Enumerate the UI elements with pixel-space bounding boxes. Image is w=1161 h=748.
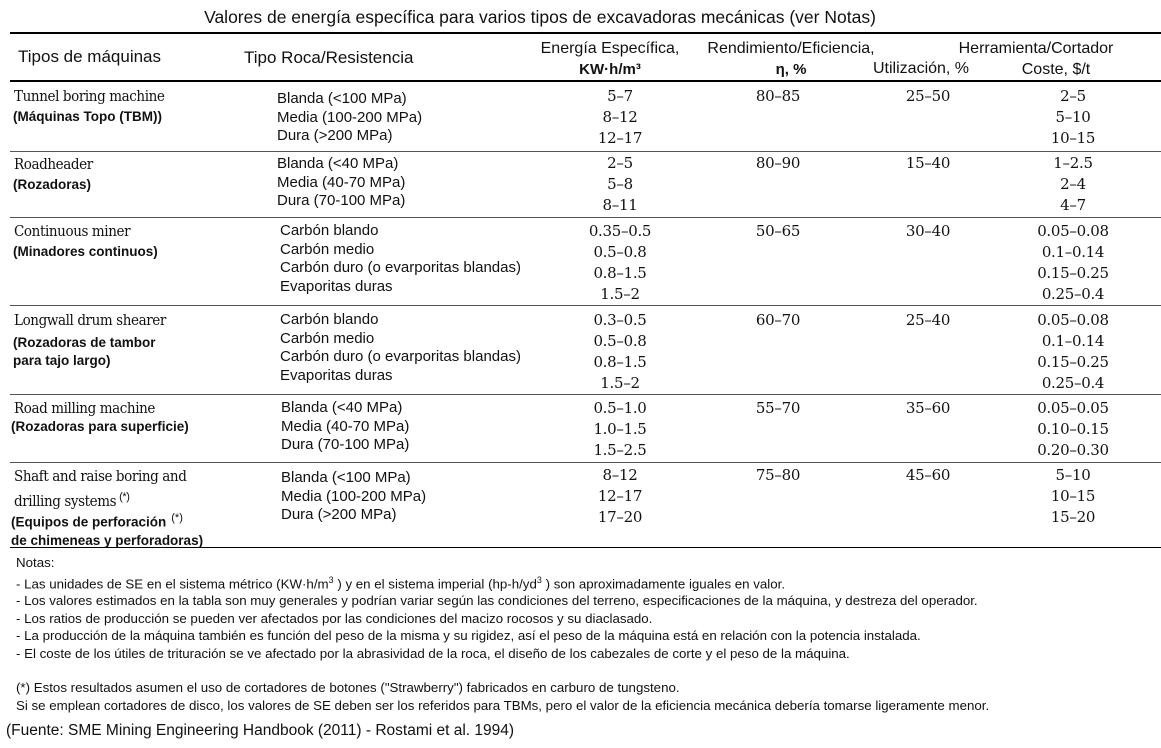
- machine-name-es-line: para tajo largo): [13, 353, 111, 368]
- row-divider: [10, 217, 1161, 218]
- note-item: - Los ratios de producción se pueden ver afectados por las condiciones del macizo rocosos y su diaclasado.: [16, 610, 653, 626]
- rock-type: Media (40-70 MPa): [277, 173, 406, 191]
- energy-value: 12–17: [597, 129, 643, 147]
- rock-list: [280, 222, 521, 296]
- header-cost-label: [946, 59, 1126, 80]
- energy-value: 0.3–0.5: [593, 311, 647, 329]
- rock-type: Dura (>200 MPa): [277, 127, 393, 145]
- cost-value: 2–5: [1060, 87, 1086, 105]
- energy-value: 5–7: [607, 87, 633, 105]
- rock-type: Media (40-70 MPa): [281, 417, 410, 435]
- energy-value: 8–11: [602, 196, 638, 214]
- note-text: ) son aproximadamente iguales en valor.: [541, 575, 786, 591]
- machine-name-en-text: drilling systems: [14, 492, 117, 510]
- cost-value: 0.05–0.08: [1037, 311, 1109, 329]
- note-text: ) y en el sistema imperial (hp-h/yd: [333, 575, 537, 591]
- efficiency-value: 55–70: [755, 399, 801, 417]
- energy-value: 0.35–0.5: [588, 222, 652, 240]
- energy-value: 2–5: [607, 154, 633, 172]
- rock-type: Blanda (<100 MPa): [281, 469, 411, 486]
- rock-type: Carbón blando: [280, 222, 379, 239]
- row-divider: [10, 462, 1161, 463]
- header-tool-cost: [946, 38, 1126, 80]
- utilization-value: 45–60: [905, 466, 951, 484]
- cost-value: 5–10: [1055, 108, 1091, 126]
- notes-heading: Notas:: [16, 555, 55, 570]
- cost-values: [1018, 310, 1128, 394]
- header-efficiency-unit: η, %: [775, 61, 807, 78]
- energy-value: 1.0–1.5: [593, 420, 647, 438]
- row-divider: [10, 305, 1161, 306]
- cost-values: [1023, 465, 1123, 528]
- efficiency-value: 80–90: [755, 154, 801, 172]
- cost-value: 0.1–0.14: [1041, 243, 1105, 261]
- machine-name-es: (Minadores continuos): [13, 244, 158, 259]
- energy-values: [565, 398, 675, 461]
- cost-value: 10–15: [1050, 487, 1096, 505]
- row-divider: [10, 394, 1161, 395]
- energy-values: [565, 310, 675, 394]
- machine-name-en: [14, 466, 186, 512]
- energy-value: 12–17: [597, 487, 643, 505]
- cost-value: 1–2.5: [1053, 154, 1093, 172]
- footnote-asterisk: (*) Estos resultados asumen el uso de cortadores de botones ("Strawberry") fabricados en carburo de tungsteno.: [16, 680, 680, 696]
- cost-value: 0.10–0.15: [1037, 420, 1109, 438]
- rock-type: Evaporitas duras: [280, 366, 393, 384]
- source-citation: (Fuente: SME Mining Engineering Handbook (2011) - Rostami et al. 1994): [6, 722, 515, 739]
- machine-name-es: (Máquinas Topo (TBM)): [13, 109, 162, 124]
- cost-value: 0.25–0.4: [1041, 285, 1105, 303]
- energy-values: [570, 153, 670, 216]
- header-bottom-rule: [10, 80, 1161, 82]
- cost-values: [1023, 153, 1123, 216]
- rock-type: Media (100-200 MPa): [277, 108, 423, 126]
- header-energy-unit: KW·h/m³: [579, 61, 641, 78]
- rock-type: Dura (>200 MPa): [281, 506, 397, 524]
- superscript: 3: [328, 574, 334, 585]
- rock-list: [277, 90, 422, 146]
- energy-value: 8–12: [602, 466, 638, 484]
- cost-values: [1018, 398, 1128, 461]
- rock-type: Blanda (<40 MPa): [277, 155, 399, 172]
- energy-value: 8–12: [602, 108, 638, 126]
- header-cost-text: Coste, $/t: [1021, 61, 1091, 78]
- efficiency-value: 50–65: [755, 222, 801, 240]
- utilization-value: 25–40: [905, 311, 951, 329]
- row-divider: [10, 151, 1161, 152]
- machine-name-es-line: de chimeneas y perforadoras): [11, 532, 204, 548]
- rock-type: Carbón duro (o evarporitas blandas): [280, 348, 521, 366]
- footnote-asterisk-cont: Si se emplean cortadores de disco, los valores de SE deben ser los referidos para TBMs, pero el valor de la eficiencia mecánica debería tomarse ligeramente menor.: [16, 697, 990, 713]
- cost-values: [1023, 86, 1123, 149]
- header-tool-label: Herramienta/Cortador: [958, 40, 1114, 57]
- machine-name-es: [11, 509, 203, 550]
- efficiency-value: 80–85: [755, 87, 801, 105]
- machine-name-es: (Rozadoras): [13, 177, 92, 192]
- utilization-value: 15–40: [905, 154, 951, 172]
- energy-value: 0.8–1.5: [593, 353, 647, 371]
- efficiency-value: 60–70: [755, 311, 801, 329]
- header-efficiency: [694, 38, 888, 80]
- cost-values: [1018, 221, 1128, 305]
- superscript: 3: [536, 574, 542, 585]
- notes-block: [16, 554, 989, 714]
- note-item: - Los valores estimados en la tabla son muy generales y podrían variar según las condiciones del terreno, especificaciones de la máquina, y destreza del operador.: [16, 593, 978, 609]
- cost-value: 0.15–0.25: [1037, 353, 1109, 371]
- energy-value: 17–20: [597, 508, 643, 526]
- efficiency-value: 75–80: [755, 466, 801, 484]
- cost-value: 0.05–0.05: [1037, 399, 1109, 417]
- header-energy: [528, 38, 692, 80]
- note-units: [16, 572, 989, 593]
- header-energy-label: Energía Específica,: [540, 40, 680, 57]
- utilization-value: 35–60: [905, 399, 951, 417]
- machine-name-en: Road milling machine: [14, 399, 155, 417]
- energy-value: 5–8: [607, 175, 633, 193]
- rock-type: Media (100-200 MPa): [281, 487, 427, 505]
- rock-type: Blanda (<100 MPa): [277, 90, 407, 107]
- machine-name-es-text: (Equipos de perforación: [11, 514, 167, 530]
- rock-type: Carbón blando: [280, 311, 379, 328]
- machine-name-es: (Rozadoras para superficie): [11, 419, 189, 434]
- energy-value: 1.5–2: [600, 374, 640, 392]
- energy-values: [570, 86, 670, 149]
- rock-type: Carbón duro (o evarporitas blandas): [280, 259, 521, 277]
- rock-type: Carbón medio: [280, 240, 375, 258]
- rock-list: [281, 399, 409, 455]
- header-rock: Tipo Roca/Resistencia: [244, 48, 414, 67]
- energy-value: 0.5–0.8: [593, 332, 647, 350]
- table-title: Valores de energía específica para varios tipos de excavadoras mecánicas (ver Notas): [204, 7, 876, 27]
- note-item: - La producción de la máquina también es función del peso de la misma y su rigidez, así el peso de la máquina está en relación con la potencia instalada.: [16, 628, 921, 644]
- header-top-rule: [10, 32, 1161, 34]
- energy-values: [565, 465, 675, 528]
- footnote-mark: (*): [171, 512, 183, 524]
- cost-value: 0.1–0.14: [1041, 332, 1105, 350]
- footnote-mark: (*): [119, 491, 130, 503]
- rock-type: Carbón medio: [280, 329, 375, 347]
- energy-value: 0.5–0.8: [593, 243, 647, 261]
- cost-value: 0.25–0.4: [1041, 374, 1105, 392]
- machine-name-en: Longwall drum shearer: [14, 311, 166, 329]
- energy-value: 0.5–1.0: [593, 399, 647, 417]
- rock-list: [277, 155, 405, 211]
- machine-name-es: [13, 334, 156, 370]
- rock-type: Blanda (<40 MPa): [281, 399, 403, 416]
- rock-type: Dura (70-100 MPa): [281, 436, 410, 454]
- utilization-value: 25–50: [905, 87, 951, 105]
- header-utilization: Utilización, %: [873, 60, 970, 77]
- header-efficiency-label: Rendimiento/Eficiencia,: [707, 40, 875, 57]
- energy-value: 1.5–2.5: [593, 441, 647, 459]
- cost-value: 0.05–0.08: [1037, 222, 1109, 240]
- machine-name-es-line: (Rozadoras de tambor: [13, 335, 156, 350]
- cost-value: 5–10: [1055, 466, 1091, 484]
- energy-values: [565, 221, 675, 305]
- header-machine: Tipos de máquinas: [18, 47, 162, 66]
- note-text: - Las unidades de SE en el sistema métrico (KW·h/m: [16, 575, 329, 591]
- energy-value: 1.5–2: [600, 285, 640, 303]
- cost-value: 0.15–0.25: [1037, 264, 1109, 282]
- machine-name-en: Continuous miner: [14, 222, 131, 240]
- machine-name-en: Roadheader: [14, 155, 93, 173]
- utilization-value: 30–40: [905, 222, 951, 240]
- machine-name-es-line: [11, 509, 203, 532]
- rock-type: Dura (70-100 MPa): [277, 192, 406, 210]
- machine-name-en-line: Shaft and raise boring and: [14, 467, 187, 485]
- cost-value: 10–15: [1050, 129, 1096, 147]
- machine-name-en: Tunnel boring machine: [14, 87, 165, 105]
- cost-value: 0.20–0.30: [1037, 441, 1109, 459]
- rock-type: Evaporitas duras: [280, 277, 393, 295]
- note-item: - El coste de los útiles de trituración se ve afectado por la abrasividad de la roca, el diseño de los cabezales de corte y el peso de la máquina.: [16, 645, 850, 661]
- cost-value: 4–7: [1060, 196, 1086, 214]
- table-bottom-rule: [10, 547, 1161, 548]
- cost-value: 2–4: [1060, 175, 1086, 193]
- cost-value: 15–20: [1050, 508, 1096, 526]
- rock-list: [280, 311, 521, 385]
- rock-list: [281, 469, 426, 525]
- energy-value: 0.8–1.5: [593, 264, 647, 282]
